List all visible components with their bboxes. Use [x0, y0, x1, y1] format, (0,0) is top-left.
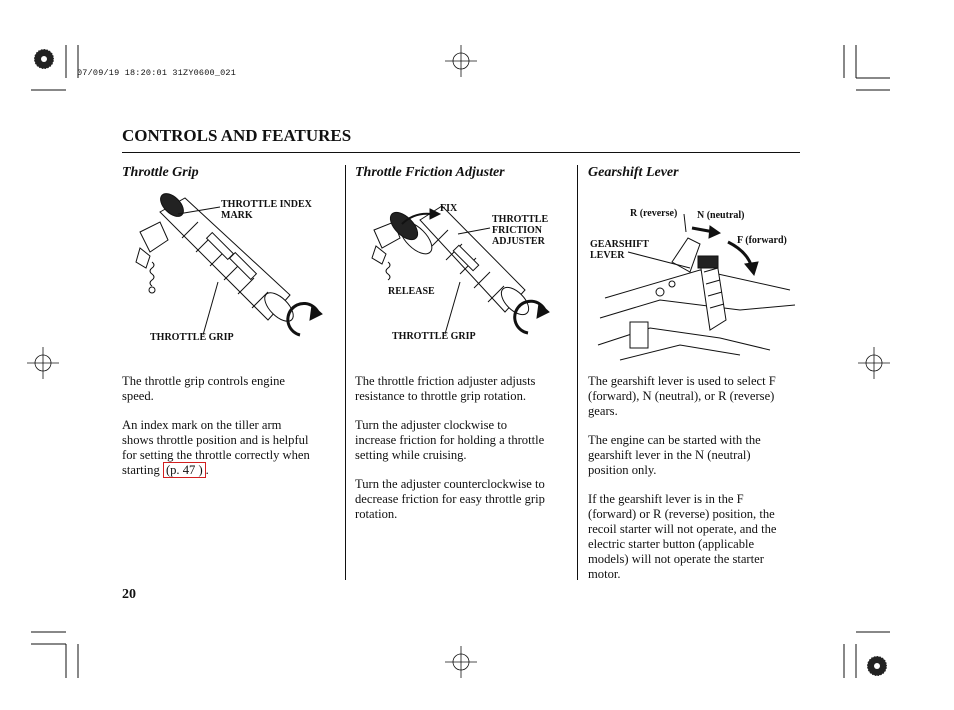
label-throttle-friction-adjuster: THROTTLE FRICTION ADJUSTER	[492, 214, 549, 247]
label-release: RELEASE	[388, 286, 435, 297]
section-title: CONTROLS AND FEATURES	[122, 126, 352, 145]
label-throttle-grip: THROTTLE GRIP	[150, 332, 234, 343]
paragraph: Turn the adjuster clockwise to increase friction for holding a throttle setting while cruising.	[355, 418, 545, 462]
column-title-throttle-friction-adjuster: Throttle Friction Adjuster	[355, 165, 505, 180]
paragraph: If the gearshift lever is in the F (forward) or R (reverse) position, the recoil starter will not operate, and the electric starter button (applicable models) will not operate the starter motor.	[588, 492, 777, 581]
column-title-gearshift-lever: Gearshift Lever	[588, 165, 679, 180]
paragraph: An index mark on the tiller arm shows throttle position and is helpful for setting the throttle correctly when starting (p. 47 ) .	[122, 418, 310, 477]
label-throttle-grip: THROTTLE GRIP	[392, 331, 476, 342]
paragraph: The throttle friction adjuster adjusts resistance to throttle grip rotation.	[355, 374, 536, 403]
paragraph: The throttle grip controls engine speed.	[122, 374, 285, 403]
label-r-reverse: R (reverse)	[630, 208, 678, 219]
label-f-forward: F (forward)	[737, 235, 787, 246]
paragraph: The gearshift lever is used to select F (forward), N (neutral), or R (reverse) gears.	[588, 374, 776, 418]
label-gearshift-lever: GEARSHIFT LEVER	[590, 239, 649, 261]
label-n-neutral: N (neutral)	[697, 210, 745, 221]
page-number: 20	[122, 587, 136, 602]
print-timestamp: 07/09/19 18:20:01 31ZY0600_021	[77, 68, 237, 78]
label-fix: FIX	[440, 203, 458, 214]
paragraph: Turn the adjuster counterclockwise to decrease friction for easy throttle grip rotation.	[355, 477, 545, 521]
column-title-throttle-grip: Throttle Grip	[122, 165, 199, 180]
paragraph: The engine can be started with the gearshift lever in the N (neutral) position only.	[588, 433, 761, 477]
page-reference-link[interactable]: (p. 47 )	[163, 462, 206, 478]
label-throttle-index-mark: THROTTLE INDEX MARK	[221, 199, 312, 221]
